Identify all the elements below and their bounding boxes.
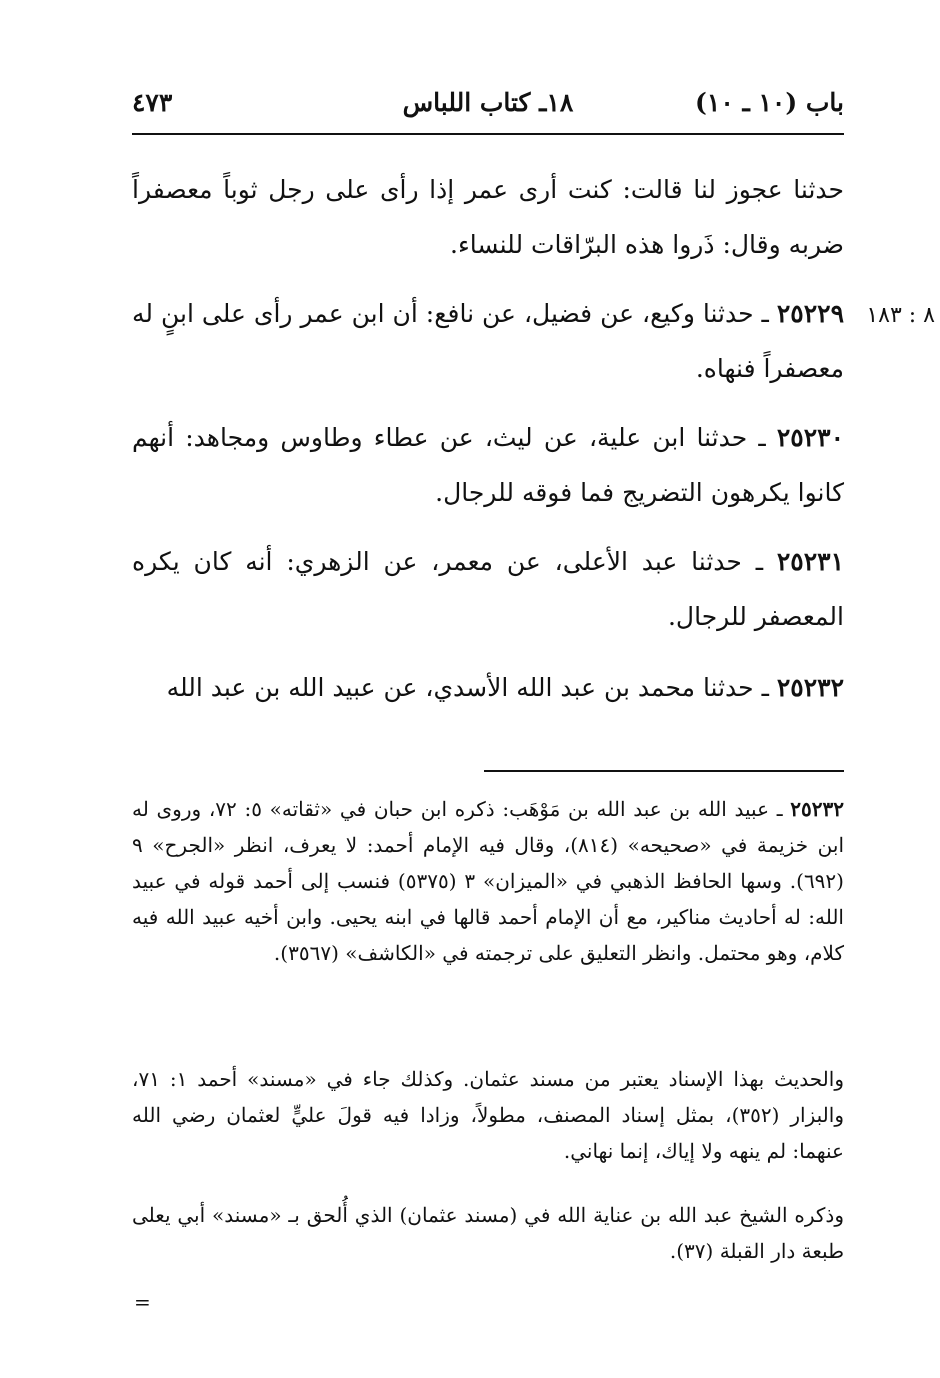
footnote-separator	[484, 770, 844, 772]
hadith-text: ـ حدثنا عبد الأعلى، عن معمر، عن الزهري: أنه كان يكره المعصفر للرجال.	[132, 547, 844, 631]
hadith-25229	[132, 286, 844, 396]
continuation-mark: =	[134, 1290, 151, 1314]
hadith-number: ٢٥٢٣٠	[776, 423, 844, 452]
footnote-text: ـ عبيد الله بن عبد الله بن مَوْهَب: ذكره ابن حبان في «ثقاته» ٥: ٧٢، وروى له ابن خزيمة في «صحيحه» (٨١٤)، وقال فيه الإمام أحمد: لا يعرف، انظر «الجرح» ٩ (٦٩٢). وسها الحافظ الذهبي في «الميزان» ٣ (٥٣٧٥) فنسب إلى أحمد قوله في عبيد الله: له أحاديث مناكير، مع أن الإمام أحمد قالها في ابنه يحيى. وابن أخيه عبيد الله فيه كلام، وهو محتمل. وانظر التعليق على ترجمته في «الكاشف» (٣٥٦٧).	[132, 797, 844, 965]
hadith-number: ٢٥٢٣٢	[776, 673, 844, 702]
hadith-text: ـ حدثنا وكيع، عن فضيل، عن نافع: أن ابن عمر رأى على ابنٍ له معصفراً فنهاه.	[132, 299, 844, 383]
page-number: ٤٧٣	[132, 88, 173, 117]
header-rule	[132, 133, 844, 135]
running-header	[132, 88, 844, 128]
margin-reference: ٨ : ١٨٣	[866, 303, 935, 328]
footnote-3: وذكره الشيخ عبد الله بن عناية الله في (مسند عثمان) الذي أُلحق بـ «مسند» أبي يعلى طبعة دار القبلة (٣٧).	[132, 1203, 844, 1263]
hadith-number: ٢٥٢٣١	[776, 547, 844, 576]
hadith-25231	[132, 534, 844, 644]
footnote-2: والحديث بهذا الإسناد يعتبر من مسند عثمان. وكذلك جاء في «مسند» أحمد ١: ٧١، والبزار (٣٥٢)، بمثل إسناد المصنف، مطولاً، وزادا فيه قولَ عليٍّ لعثمان رضي الله عنهما: لم ينهه ولا إياك، إنما نهاني.	[132, 1067, 844, 1163]
footnote-number: ٢٥٢٣٢	[790, 797, 844, 821]
hadith-text: ـ حدثنا محمد بن عبد الله الأسدي، عن عبيد الله بن عبد الله	[166, 673, 777, 702]
footnote-1	[132, 791, 844, 971]
hadith-text: ـ حدثنا ابن علية، عن ليث، عن عطاء وطاوس ومجاهد: أنهم كانوا يكرهون التضريج فما فوقه للرجال.	[132, 423, 844, 507]
hadith-number: ٢٥٢٢٩	[776, 299, 844, 328]
paragraph-continuation: حدثنا عجوز لنا قالت: كنت أرى عمر إذا رأى على رجل ثوباً معصفراً ضربه وقال: ذَروا هذه البرّاقات للنساء.	[132, 175, 844, 259]
header-section: باب (١٠ ـ ١٠)	[695, 88, 844, 117]
hadith-25230	[132, 410, 844, 520]
hadith-25232	[132, 660, 844, 715]
header-book-title: ١٨ـ كتاب اللباس	[402, 88, 574, 117]
